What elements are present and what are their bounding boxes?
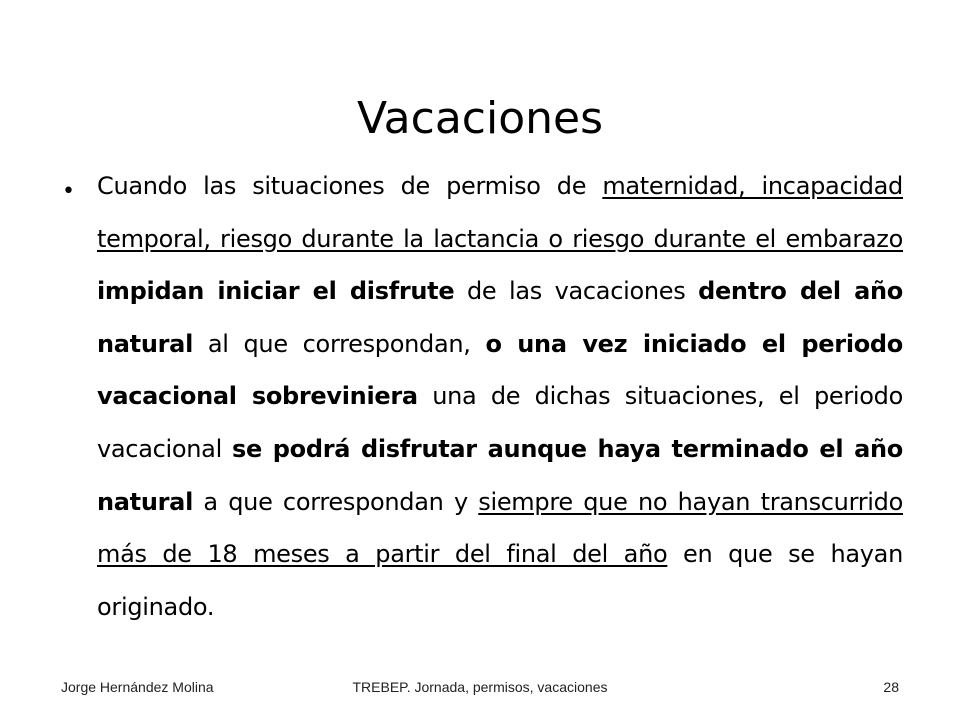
bold-text-segment: o una vez iniciado el periodo vacacional sobreviniera: [97, 329, 903, 411]
text-segment: de las vacaciones: [454, 277, 699, 306]
text-segment: en que se hayan originado.: [97, 540, 903, 621]
text-segment: a que correspondan y: [193, 487, 479, 516]
underlined-text-segment: siempre que no hayan transcurrido más de 18 meses a partir del final del año: [97, 487, 903, 569]
footer-author: Jorge Hernández Molina: [61, 679, 214, 695]
footer-presentation-title: TREBEP. Jornada, permisos, vacaciones: [352, 679, 608, 695]
underlined-text-segment: maternidad, incapacidad temporal, riesgo durante la lactancia o riesgo durante el embarazo: [97, 172, 903, 253]
bold-text-segment: impidan iniciar el disfrute: [97, 277, 455, 306]
text-segment: Cuando las situaciones de permiso de: [97, 172, 603, 200]
text-segment: al que correspondan,: [193, 329, 486, 358]
bold-text-segment: se podrá disfrutar aunque haya terminado el año natural: [97, 434, 903, 516]
bold-text-segment: dentro del año natural: [97, 277, 903, 358]
footer-page-number: 28: [883, 679, 899, 695]
bullet-icon: •: [62, 179, 75, 204]
slide-title: Vacaciones: [356, 93, 604, 145]
text-segment: una de dichas situaciones, el periodo vacacional: [97, 382, 904, 463]
bullet-paragraph: [97, 160, 903, 633]
